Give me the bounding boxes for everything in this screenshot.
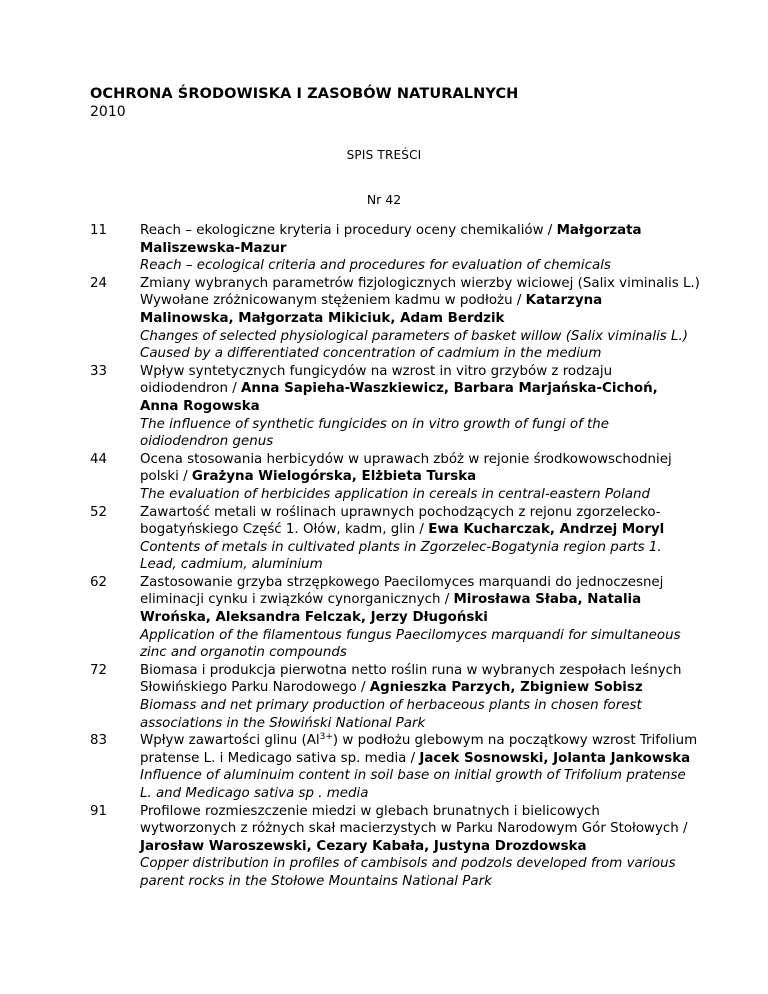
entry-translation: Copper distribution in profiles of cambisols and podzols developed from various parent rocks in the Stołowe Mountains National Park bbox=[140, 856, 676, 889]
issue-number: Nr 42 bbox=[366, 192, 402, 207]
entry-translation: Influence of aluminuim content in soil base on initial growth of Trifolium pratense L. and Medicago sativa sp . media bbox=[140, 768, 686, 801]
entry-page-number: 83 bbox=[90, 733, 108, 749]
entry-body bbox=[140, 662, 700, 732]
entry-title-start: Wpływ zawartości glinu (Al bbox=[140, 733, 320, 749]
journal-year: 2010 bbox=[90, 104, 126, 120]
entry-title: Profilowe rozmieszczenie miedzi w glebach brunatnych i bielicowych wytworzonych z różnych skał macierzystych w Parku Narodowym Gór Stołowych / bbox=[140, 803, 688, 837]
toc-entry bbox=[90, 732, 700, 802]
entry-title: Zawartość metali w roślinach uprawnych pochodzących z rejonu zgorzelecko-bogatyńskiego Część 1. Ołów, kadm, glin / bbox=[140, 504, 661, 538]
entry-body bbox=[140, 732, 700, 802]
entry-page-number: 11 bbox=[90, 223, 108, 238]
toc-entry bbox=[90, 574, 700, 662]
entry-title: Reach – ekologiczne kryteria i procedury oceny chemikaliów / bbox=[140, 223, 557, 238]
entry-authors: Ewa Kucharczak, Andrzej Moryl bbox=[428, 522, 665, 538]
entry-page-number: 24 bbox=[90, 275, 108, 291]
entry-title: Biomasa i produkcja pierwotna netto roślin runa w wybranych zespołach leśnych Słowińskiego Parku Narodowego / bbox=[140, 662, 682, 696]
entry-page-number: 33 bbox=[90, 363, 108, 379]
entry-title-end: ) w podłożu glebowym na początkowy wzrost Trifolium pratense L. i Medicago sativa sp. media / bbox=[140, 733, 698, 766]
ion-charge-superscript: 3+ bbox=[319, 732, 333, 743]
toc-entry bbox=[90, 363, 700, 451]
entry-body bbox=[140, 574, 700, 662]
entry-translation: Reach – ecological criteria and procedures for evaluation of chemicals bbox=[140, 258, 611, 274]
toc-list bbox=[90, 222, 700, 891]
toc-entry bbox=[90, 803, 700, 891]
entry-authors: Anna Sapieha-Waszkiewicz, Barbara Marjańska-Cichoń, Anna Rogowska bbox=[140, 381, 658, 414]
toc-entry bbox=[90, 275, 700, 363]
entry-translation: Biomass and net primary production of herbaceous plants in chosen forest associations in the Słowiński National Park bbox=[140, 698, 642, 731]
entry-authors: Małgorzata Maliszewska-Mazur bbox=[140, 223, 642, 256]
toc-heading: SPIS TREŚCI bbox=[346, 148, 422, 162]
entry-title: Zastosowanie grzyba strzępkowego Paecilomyces marquandi do jednoczesnej eliminacji cynku i związków cynorganicznych / bbox=[140, 574, 664, 608]
entry-page-number: 52 bbox=[90, 504, 108, 520]
entry-authors: Mirosława Słaba, Natalia Wrońska, Aleksandra Felczak, Jerzy Długoński bbox=[140, 592, 642, 626]
entry-body bbox=[140, 275, 700, 363]
toc-entry bbox=[90, 662, 700, 732]
entry-page-number: 91 bbox=[90, 803, 108, 819]
entry-authors: Katarzyna Malinowska, Małgorzata Mikiciuk, Adam Berdzik bbox=[140, 293, 603, 326]
entry-page-number: 44 bbox=[90, 451, 108, 467]
entry-translation: The evaluation of herbicides application in cereals in central-eastern Poland bbox=[140, 486, 651, 502]
entry-translation: Application of the filamentous fungus Paecilomyces marquandi for simultaneous zinc and organotin compounds bbox=[140, 627, 681, 661]
entry-body bbox=[140, 803, 700, 891]
toc-entry bbox=[90, 504, 700, 574]
entry-translation: Changes of selected physiological parameters of basket willow (Salix viminalis L.) Caused by a differentiated concentration of cadmium in the medium bbox=[140, 328, 688, 362]
entry-title: Ocena stosowania herbicydów w uprawach zbóż w rejonie środkowowschodniej polski / bbox=[140, 451, 672, 485]
entry-body bbox=[140, 363, 700, 451]
entry-authors: Jacek Sosnowski, Jolanta Jankowska bbox=[419, 750, 691, 766]
entry-translation: The influence of synthetic fungicides on in vitro growth of fungi of the oidiodendron genus bbox=[140, 416, 610, 450]
entry-page-number: 72 bbox=[90, 662, 108, 678]
journal-title: OCHRONA ŚRODOWISKA I ZASOBÓW NATURALNYCH bbox=[90, 86, 519, 102]
entry-page-number: 62 bbox=[90, 574, 108, 590]
entry-title: Wpływ syntetycznych fungicydów na wzrost in vitro grzybów z rodzaju oidiodendron / bbox=[140, 363, 613, 397]
entry-body bbox=[140, 222, 700, 275]
toc-entry bbox=[90, 451, 700, 504]
toc-entry bbox=[90, 222, 700, 275]
entry-title: Zmiany wybranych parametrów fizjologicznych wierzby wiciowej (Salix viminalis L.) Wywołane zróżnicowanym stężeniem kadmu w podłożu / bbox=[140, 275, 700, 309]
entry-authors: Grażyna Wielogórska, Elżbieta Turska bbox=[191, 469, 477, 485]
entry-translation: Contents of metals in cultivated plants in Zgorzelec-Bogatynia region parts 1. Lead, cadmium, aluminium bbox=[140, 539, 662, 573]
entry-body bbox=[140, 504, 700, 574]
entry-authors: Jarosław Waroszewski, Cezary Kabała, Justyna Drozdowska bbox=[140, 838, 587, 854]
entry-authors: Agnieszka Parzych, Zbigniew Sobisz bbox=[369, 680, 643, 696]
entry-body bbox=[140, 451, 700, 504]
